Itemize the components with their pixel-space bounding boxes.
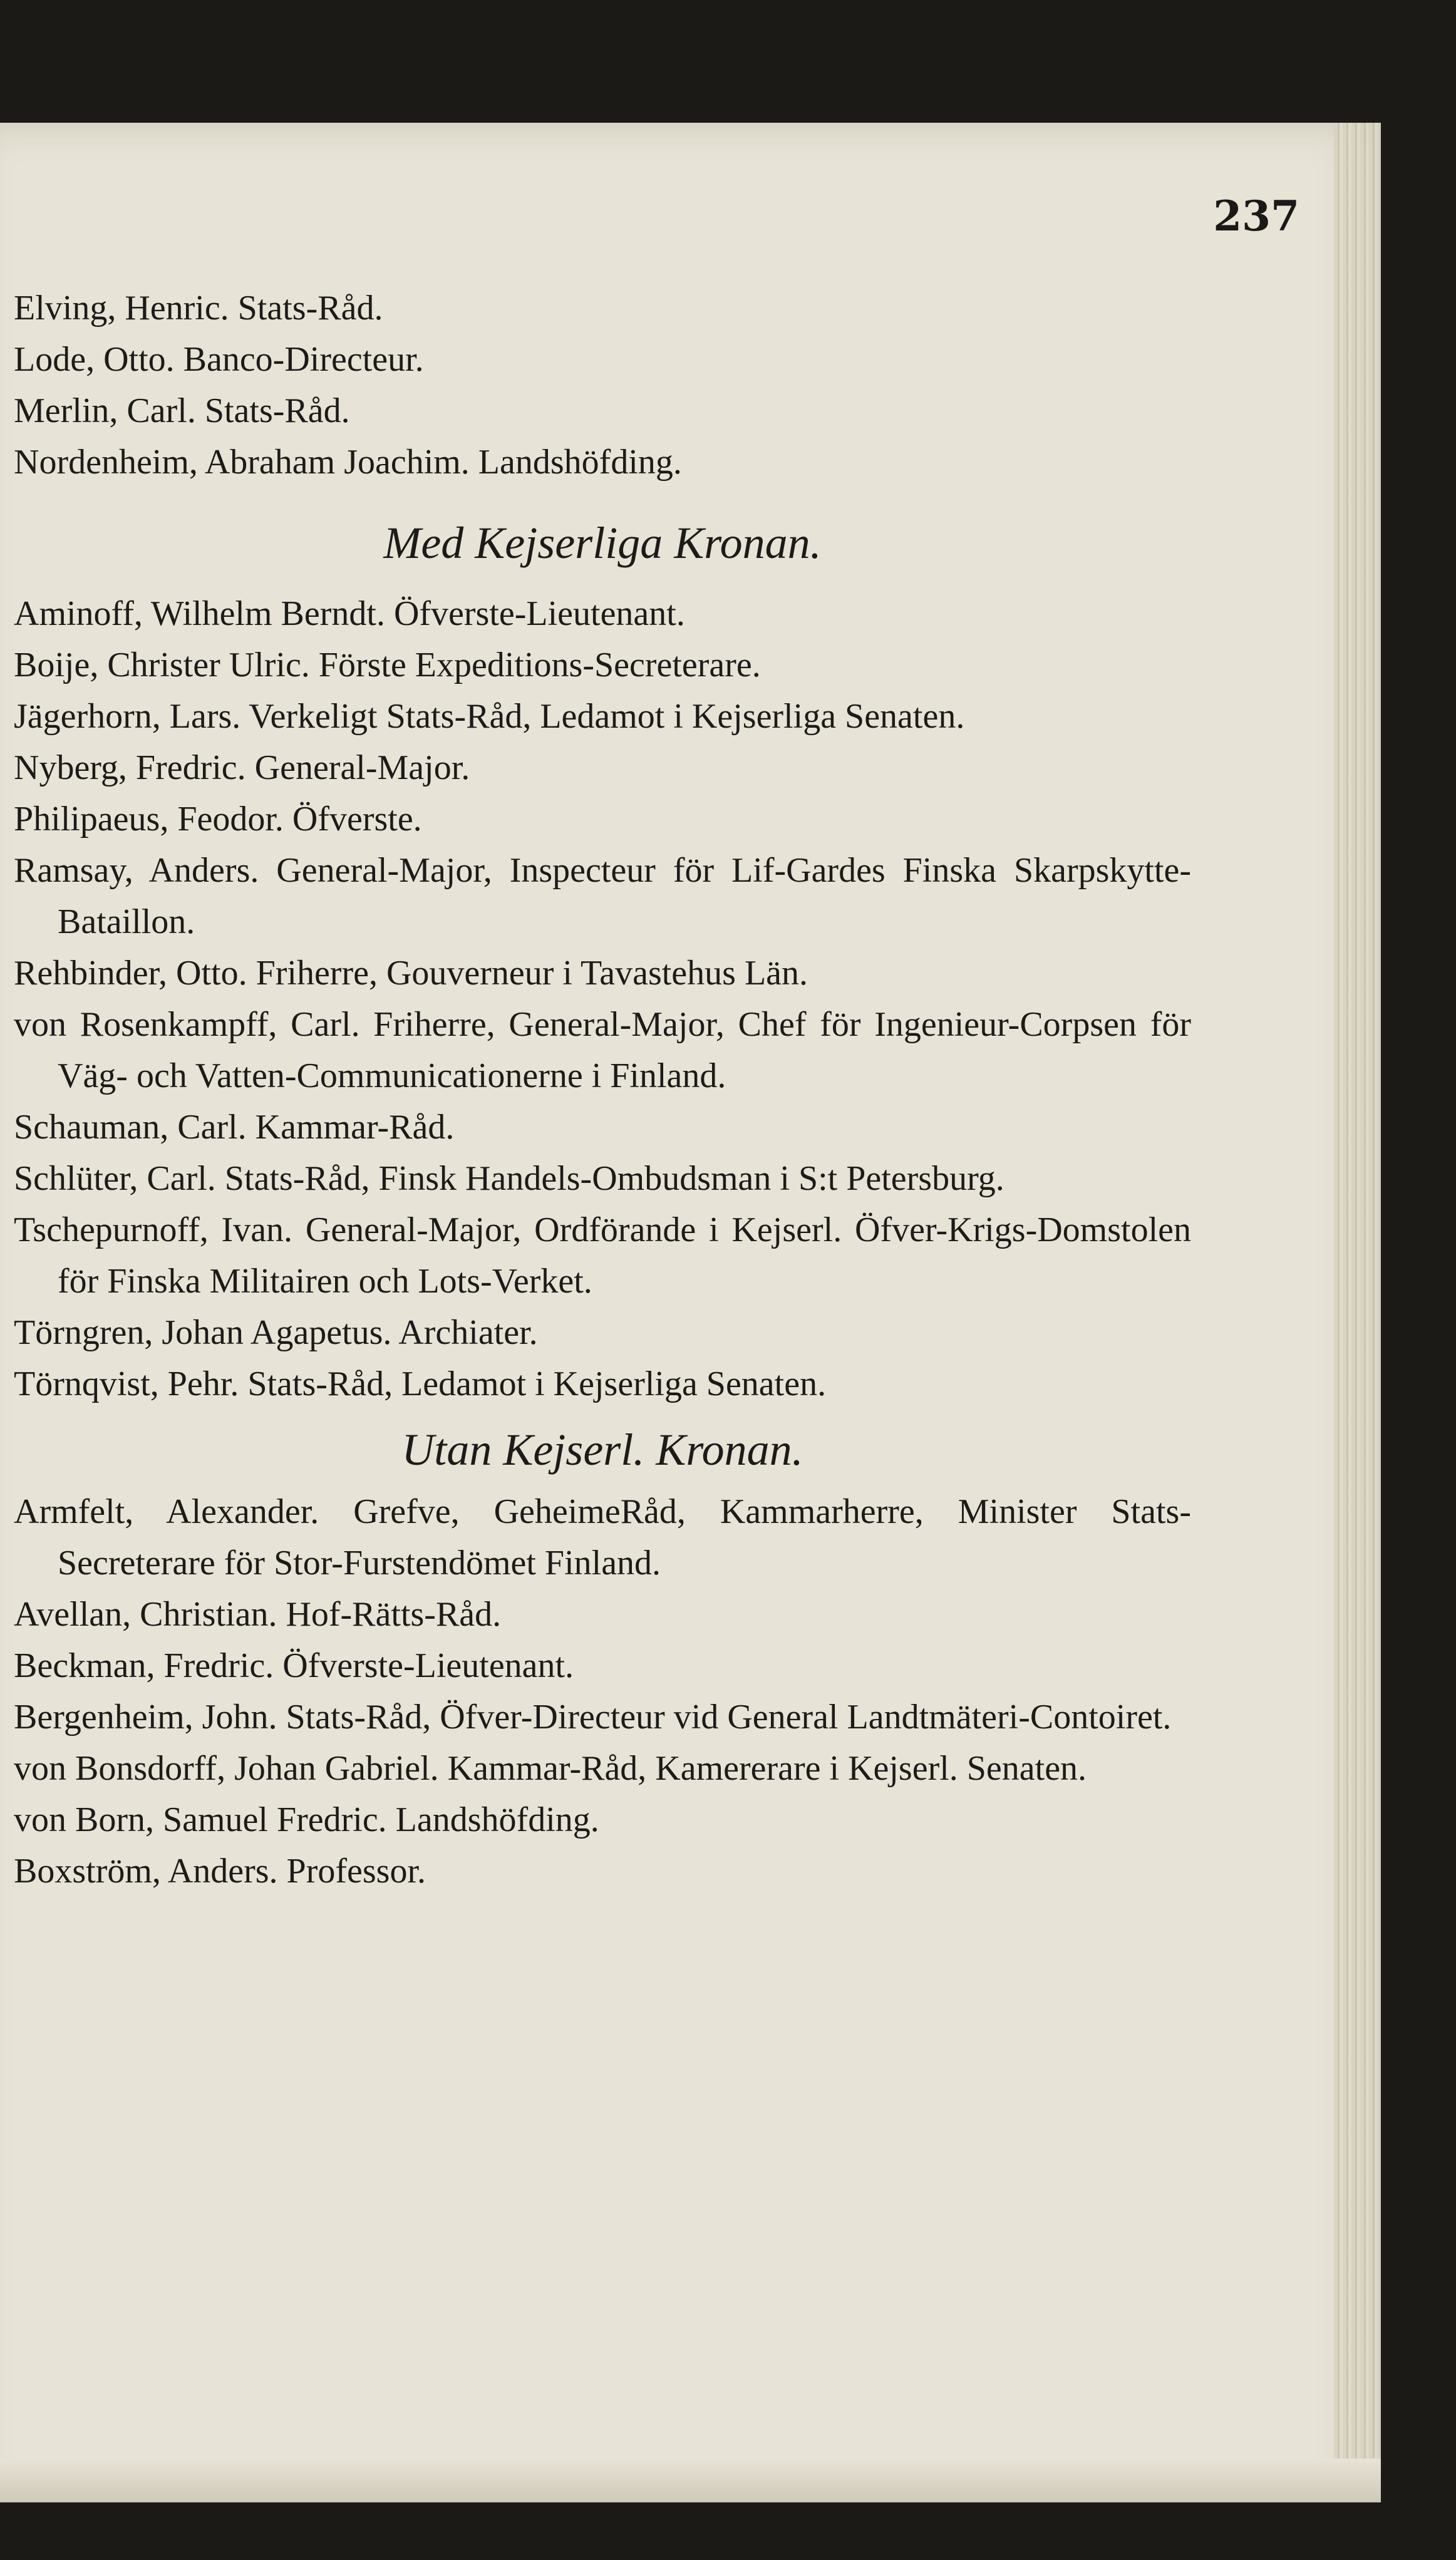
section-heading-med-kronan: Med Kejserliga Kronan. <box>383 518 822 568</box>
list-item: Schlüter, Carl. Stats-Råd, Finsk Handels-Ombudsman i S:t Petersburg. <box>14 1159 1004 1198</box>
book-page <box>0 123 1381 2502</box>
list-item: von Born, Samuel Fredric. Landshöfding. <box>14 1800 599 1839</box>
list-item: Lode, Otto. Banco-Directeur. <box>14 340 424 379</box>
list-item: von Bonsdorff, Johan Gabriel. Kammar-Råd, Kamererare i Kejserl. Senaten. <box>14 1749 1087 1788</box>
page-bottom-edge <box>0 2459 1381 2502</box>
list-item: Avellan, Christian. Hof-Rätts-Råd. <box>14 1595 502 1634</box>
list-item: Philipaeus, Feodor. Öfverste. <box>14 800 422 839</box>
list-item: Nyberg, Fredric. General-Major. <box>14 748 470 787</box>
list-item: Jägerhorn, Lars. Verkeligt Stats-Råd, Ledamot i Kejserliga Senaten. <box>14 697 965 736</box>
list-item: Beckman, Fredric. Öfverste-Lieutenant. <box>14 1646 574 1685</box>
list-item: Schauman, Carl. Kammar-Råd. <box>14 1108 455 1147</box>
list-item: Nordenheim, Abraham Joachim. Landshöfding. <box>14 443 682 482</box>
section1-list <box>14 588 1191 1410</box>
list-item: Aminoff, Wilhelm Berndt. Öfverste-Lieutenant. <box>14 594 685 633</box>
section2-list <box>14 1486 1191 1897</box>
list-item: Merlin, Carl. Stats-Råd. <box>14 391 350 430</box>
list-item: Elving, Henric. Stats-Råd. <box>14 289 383 328</box>
list-item: Törngren, Johan Agapetus. Archiater. <box>14 1313 538 1352</box>
list-item: Boxström, Anders. Professor. <box>14 1852 426 1891</box>
list-item: Rehbinder, Otto. Friherre, Gouverneur i Tavastehus Län. <box>14 954 808 993</box>
list-item: Armfelt, Alexander. Grefve, GeheimeRåd, Kammarherre, Minister Stats-Secreterare för Stor-Furstendömet Finland. <box>14 1492 1191 1582</box>
list-item: Ramsay, Anders. General-Major, Inspecteur för Lif-Gardes Finska Skarpskytte-Bataillon. <box>14 851 1191 941</box>
list-item: Bergenheim, John. Stats-Råd, Öfver-Directeur vid General Landtmäteri-Contoiret. <box>14 1698 1172 1737</box>
page-number: 237 <box>1213 192 1299 240</box>
list-item: Törnqvist, Pehr. Stats-Råd, Ledamot i Kejserliga Senaten. <box>14 1365 827 1403</box>
list-item: von Rosenkampff, Carl. Friherre, General-Major, Chef för Ingenieur-Corpsen för Väg- och Vatten-Communicationerne i Finland. <box>14 1005 1191 1095</box>
section-heading-utan-kronan: Utan Kejserl. Kronan. <box>401 1425 803 1475</box>
list-item: Boije, Christer Ulric. Förste Expeditions-Secreterare. <box>14 646 761 684</box>
page-fore-edge <box>1334 123 1381 2502</box>
page-content <box>14 282 1191 1897</box>
intro-list <box>14 282 1191 488</box>
list-item: Tschepurnoff, Ivan. General-Major, Ordförande i Kejserl. Öfver-Krigs-Domstolen för Finska Militairen och Lots-Verket. <box>14 1210 1191 1301</box>
